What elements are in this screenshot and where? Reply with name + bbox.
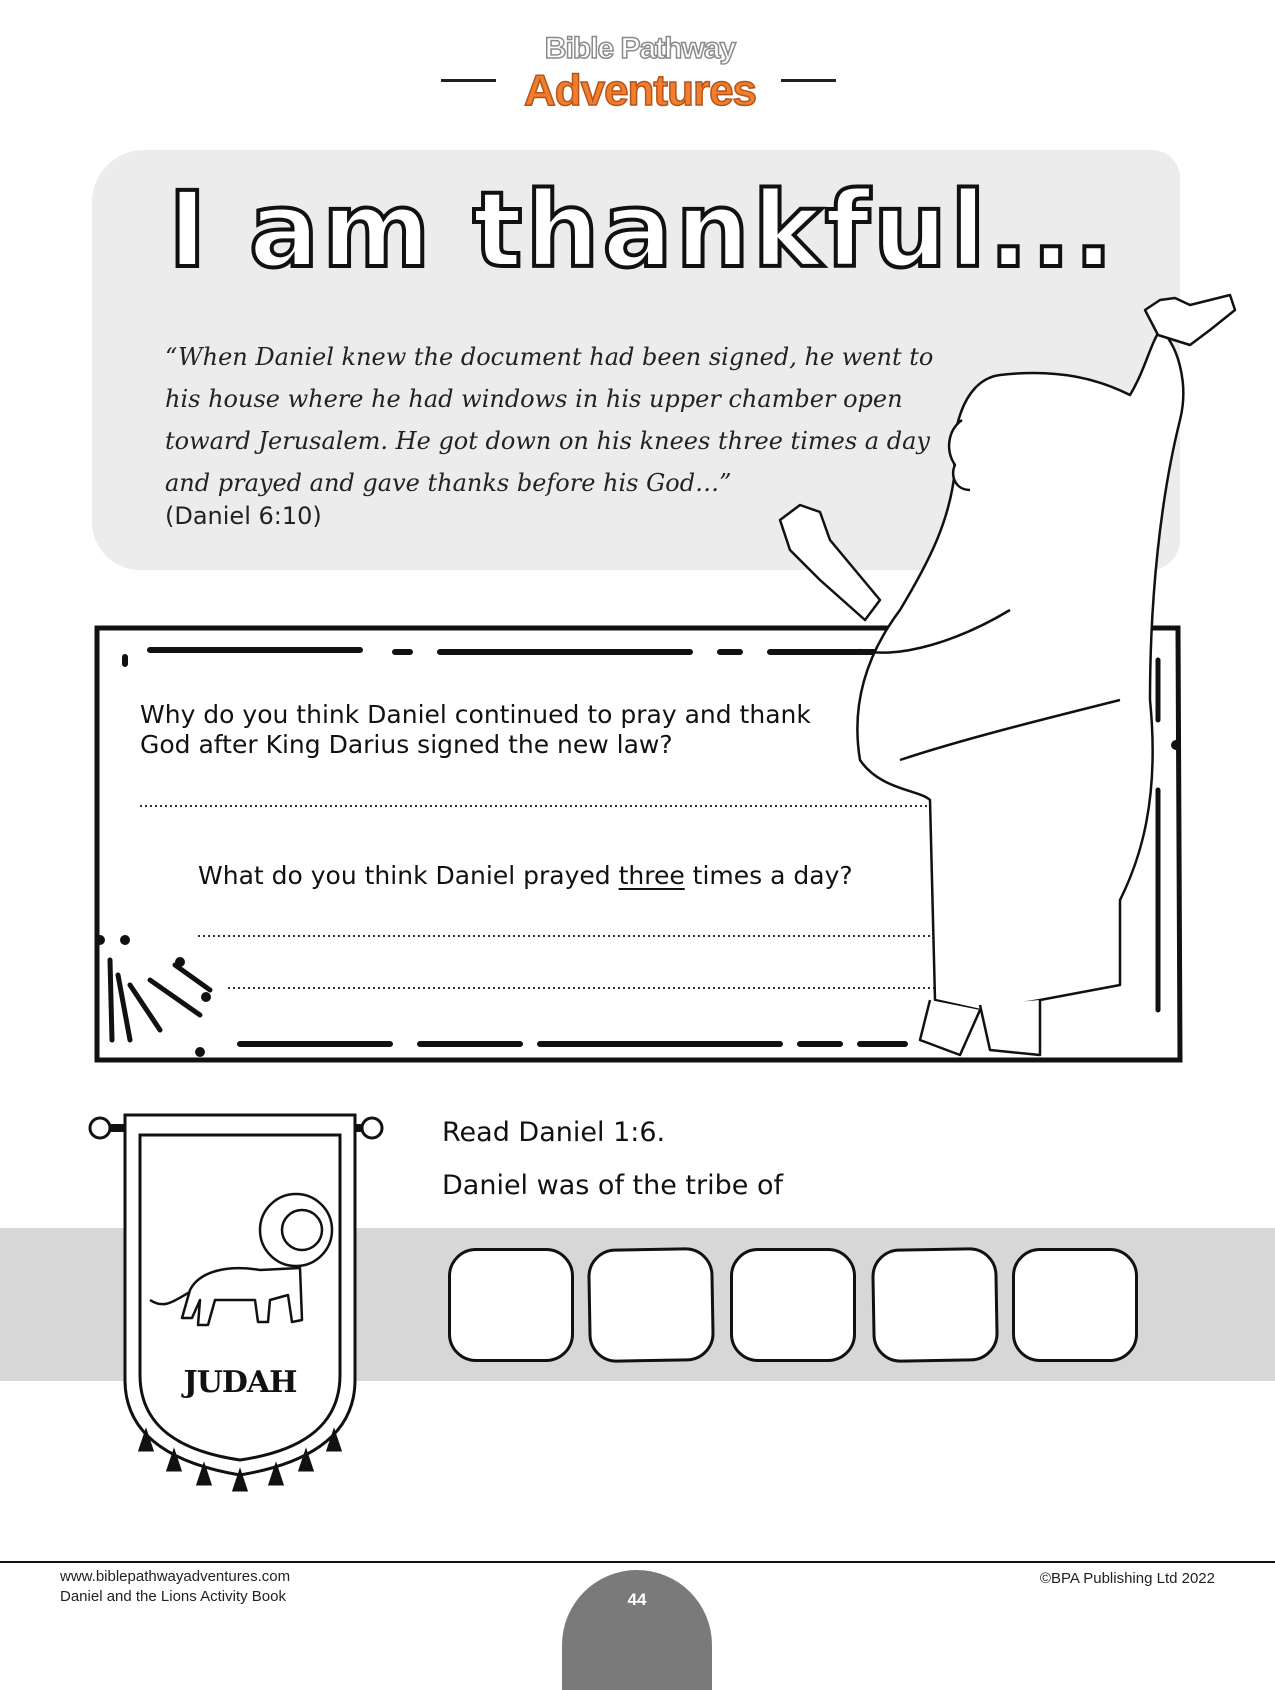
letter-box-5[interactable] bbox=[1012, 1248, 1138, 1362]
scripture-quote: “When Daniel knew the document had been signed, he went to his house where he had windows in his upper chamber open toward Jerusalem. He got down on his knees three times a day and prayed and gave thanks before his God…” bbox=[165, 343, 934, 497]
question-1: Why do you think Daniel continued to pray and thank God after King Darius signed the new law? bbox=[140, 700, 811, 759]
logo-line-2: Adventures bbox=[523, 66, 757, 115]
tribe-prompt: Daniel was of the tribe of bbox=[442, 1170, 783, 1201]
page-title: I am thankful... bbox=[168, 169, 1117, 291]
read-instruction: Read Daniel 1:6. bbox=[442, 1117, 666, 1148]
daniel-praying-figure bbox=[780, 295, 1235, 1055]
letter-box-1[interactable] bbox=[448, 1248, 574, 1362]
logo-line-1: Bible Pathway bbox=[544, 32, 736, 65]
letter-box-3[interactable] bbox=[730, 1248, 856, 1362]
banner-label: JUDAH bbox=[183, 1365, 297, 1400]
question-2 bbox=[198, 861, 853, 891]
tribe-banner bbox=[90, 1115, 382, 1490]
footer-copyright: ©BPA Publishing Ltd 2022 bbox=[1039, 1570, 1215, 1587]
question-2-start: What do you think Daniel prayed bbox=[198, 861, 619, 890]
footer-divider bbox=[0, 1561, 1275, 1563]
letter-box-4[interactable] bbox=[871, 1247, 999, 1363]
page-number: 44 bbox=[627, 1590, 647, 1609]
question-2-end: times a day? bbox=[684, 861, 853, 890]
footer-book-title: Daniel and the Lions Activity Book bbox=[60, 1588, 286, 1605]
scripture-reference: (Daniel 6:10) bbox=[165, 502, 322, 530]
footer-url: www.biblepathwayadventures.com bbox=[60, 1568, 291, 1585]
letter-box-2[interactable] bbox=[587, 1247, 715, 1363]
question-2-emphasis: three bbox=[618, 861, 685, 890]
